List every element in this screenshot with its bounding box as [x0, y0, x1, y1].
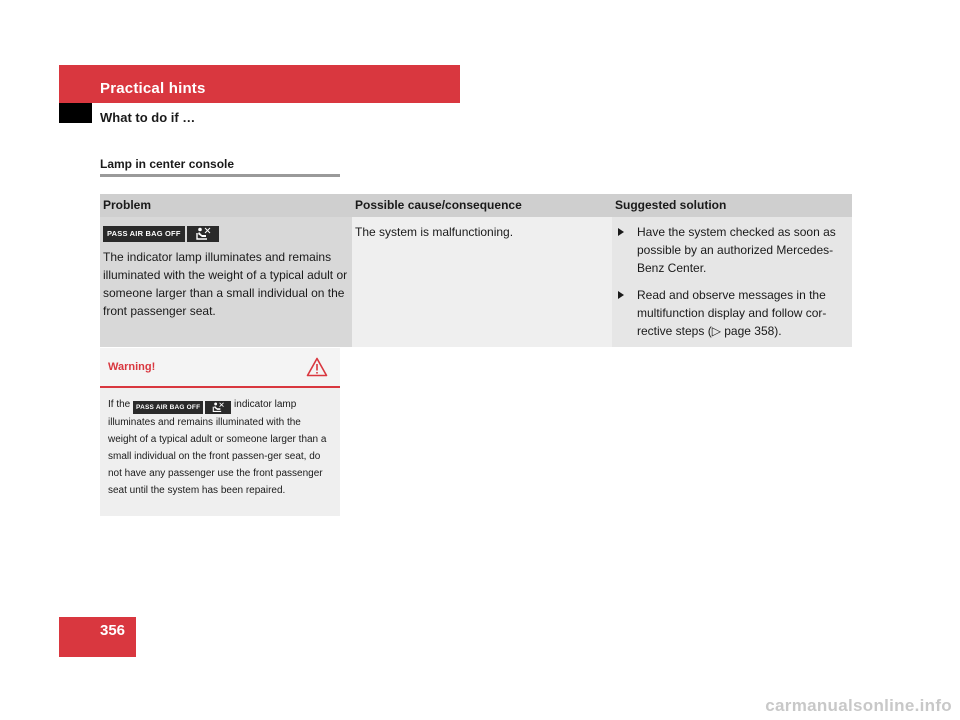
- section-rule: [100, 174, 340, 177]
- header-bar: [59, 65, 460, 103]
- warning-triangle-icon: [306, 357, 328, 382]
- pass-air-bag-off-indicator: [103, 226, 219, 242]
- page-number-box: [59, 617, 136, 657]
- warning-box: [100, 348, 340, 516]
- warning-body: [100, 388, 340, 499]
- header-solution: Suggested solution: [612, 194, 852, 217]
- warning-title: Warning!: [108, 361, 156, 373]
- cell-solution: [612, 217, 852, 347]
- solution-item: [615, 286, 849, 340]
- solution-text: Have the system checked as soon as possible by an authorized Mercedes-Benz Center.: [637, 225, 836, 275]
- warning-header: [100, 348, 340, 388]
- troubleshooting-table: [100, 194, 852, 347]
- header-problem: Problem: [100, 194, 352, 217]
- bullet-triangle-icon: [618, 291, 624, 299]
- section-heading: Lamp in center console: [100, 157, 235, 171]
- indicator-label: PASS AIR BAG OFF: [103, 226, 185, 242]
- passenger-seat-icon: [205, 401, 231, 414]
- solution-text: Read and observe messages in the multifunction display and follow cor-rective steps (▷ page 358).: [637, 288, 827, 338]
- cause-text: The system is malfunctioning.: [355, 225, 514, 239]
- header-cause: Possible cause/consequence: [352, 194, 612, 217]
- header-title: Practical hints: [100, 80, 206, 97]
- warning-text-before: If the: [108, 399, 131, 410]
- cell-problem: [100, 217, 352, 347]
- page-subtitle: What to do if …: [100, 110, 196, 125]
- problem-text: The indicator lamp illuminates and remains illuminated with the weight of a typical adult or someone larger than a small individual on the front passenger seat.: [103, 250, 348, 318]
- bullet-triangle-icon: [618, 228, 624, 236]
- page-number: 356: [100, 622, 126, 639]
- watermark: carmanualsonline.info: [765, 696, 952, 715]
- passenger-seat-icon: [187, 226, 219, 242]
- pass-air-bag-off-indicator: [133, 401, 231, 414]
- black-tab: [59, 103, 92, 123]
- warning-text-after: indicator lamp illuminates and remains illuminated with the weight of a typical adult or someone larger than a small individual on the front passen-ger seat, do not have any passenger use the front passenger seat until the system has been repaired.: [108, 399, 327, 496]
- solution-item: [615, 223, 849, 277]
- cell-cause: [352, 217, 612, 347]
- indicator-label: PASS AIR BAG OFF: [133, 401, 203, 414]
